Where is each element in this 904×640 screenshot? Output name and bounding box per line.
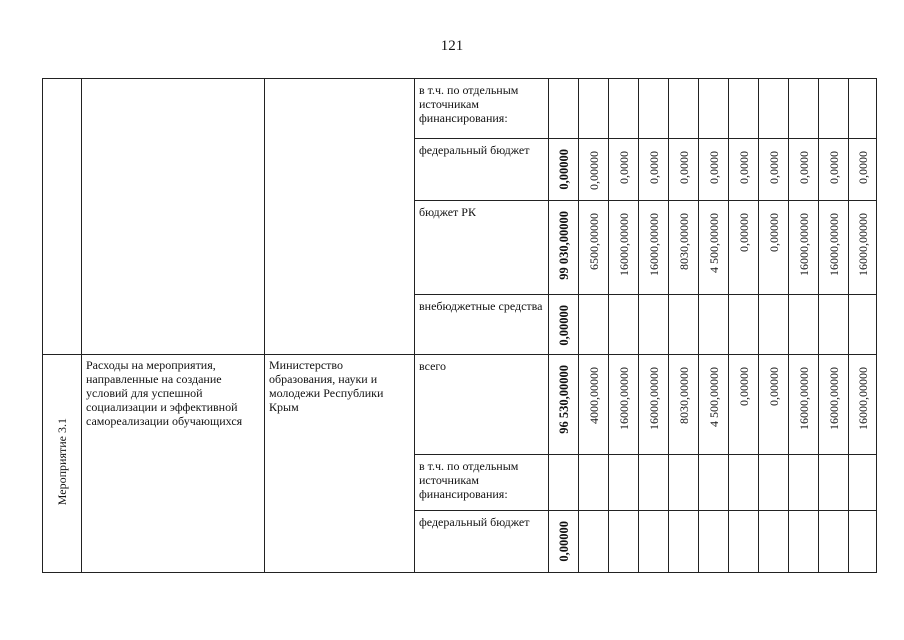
year-value: 0,00000 <box>586 151 601 190</box>
funding-source-label: всего <box>419 359 447 373</box>
value-cell <box>609 511 639 573</box>
total-value: 0,00000 <box>556 521 571 562</box>
value-cell <box>639 511 669 573</box>
value-cell <box>729 511 759 573</box>
value-cell <box>849 139 877 201</box>
year-value: 0,0000 <box>826 151 841 184</box>
value-cell <box>789 455 819 511</box>
value-cell <box>789 355 819 455</box>
value-cell <box>669 79 699 139</box>
total-value: 0,00000 <box>556 305 571 346</box>
value-cell <box>579 455 609 511</box>
value-cell <box>729 201 759 295</box>
funding-source-label: федеральный бюджет <box>419 515 530 529</box>
value-cell <box>849 355 877 455</box>
year-value: 0,00000 <box>766 213 781 252</box>
year-value: 0,0000 <box>766 151 781 184</box>
value-cell <box>609 139 639 201</box>
value-cell <box>819 139 849 201</box>
total-cell <box>549 355 579 455</box>
value-cell <box>609 79 639 139</box>
value-cell <box>729 79 759 139</box>
year-value: 8030,00000 <box>676 367 691 424</box>
value-cell <box>759 355 789 455</box>
value-cell <box>699 355 729 455</box>
value-cell <box>789 139 819 201</box>
year-value: 4 500,00000 <box>706 367 721 427</box>
table-row <box>43 79 877 139</box>
funding-source-label: в т.ч. по отдельным источникам финансирования: <box>419 83 519 125</box>
value-cell <box>579 295 609 355</box>
value-cell <box>729 139 759 201</box>
year-value: 4 500,00000 <box>706 213 721 273</box>
value-cell <box>699 511 729 573</box>
value-cell <box>669 355 699 455</box>
value-cell <box>819 295 849 355</box>
value-cell <box>609 201 639 295</box>
year-value: 0,0000 <box>616 151 631 184</box>
year-value: 8030,00000 <box>676 213 691 270</box>
year-value: 0,0000 <box>796 151 811 184</box>
total-value: 0,00000 <box>556 149 571 190</box>
year-value: 16000,00000 <box>646 213 661 276</box>
value-cell <box>669 511 699 573</box>
funding-source-cell <box>415 201 549 295</box>
total-cell <box>549 201 579 295</box>
value-cell <box>579 355 609 455</box>
year-value: 6500,00000 <box>586 213 601 270</box>
value-cell <box>849 295 877 355</box>
value-cell <box>849 79 877 139</box>
value-cell <box>639 79 669 139</box>
executor-cell-continued <box>265 79 415 355</box>
year-value: 0,0000 <box>706 151 721 184</box>
value-cell <box>849 455 877 511</box>
value-cell <box>729 295 759 355</box>
value-cell <box>639 295 669 355</box>
value-cell <box>759 201 789 295</box>
value-cell <box>639 201 669 295</box>
total-cell <box>549 455 579 511</box>
funding-source-cell <box>415 79 549 139</box>
value-cell <box>699 139 729 201</box>
year-value: 16000,00000 <box>616 367 631 430</box>
value-cell <box>729 455 759 511</box>
total-value: 96 530,00000 <box>556 365 571 434</box>
total-cell <box>549 295 579 355</box>
row-label-cell-continued <box>43 79 82 355</box>
value-cell <box>759 79 789 139</box>
value-cell <box>609 355 639 455</box>
value-cell <box>639 355 669 455</box>
total-cell <box>549 79 579 139</box>
event-description-cell-continued <box>82 79 265 355</box>
year-value: 16000,00000 <box>646 367 661 430</box>
value-cell <box>759 139 789 201</box>
year-value: 4000,00000 <box>586 367 601 424</box>
year-value: 0,00000 <box>766 367 781 406</box>
total-cell <box>549 139 579 201</box>
year-value: 16000,00000 <box>826 367 841 430</box>
value-cell <box>669 455 699 511</box>
budget-table <box>42 78 877 573</box>
funding-source-label: в т.ч. по отдельным источникам финансирования: <box>419 459 519 501</box>
table-row <box>43 355 877 455</box>
value-cell <box>699 79 729 139</box>
value-cell <box>789 201 819 295</box>
year-value: 16000,00000 <box>616 213 631 276</box>
value-cell <box>819 201 849 295</box>
value-cell <box>579 139 609 201</box>
year-value: 0,00000 <box>736 367 751 406</box>
value-cell <box>579 201 609 295</box>
funding-source-cell <box>415 355 549 455</box>
value-cell <box>759 295 789 355</box>
year-value: 0,0000 <box>855 151 870 184</box>
row-label-cell <box>43 355 82 573</box>
value-cell <box>609 455 639 511</box>
value-cell <box>579 79 609 139</box>
page-number: 121 <box>440 38 464 54</box>
funding-source-cell <box>415 511 549 573</box>
year-value: 16000,00000 <box>826 213 841 276</box>
year-value: 16000,00000 <box>796 213 811 276</box>
value-cell <box>849 201 877 295</box>
year-value: 0,00000 <box>736 213 751 252</box>
value-cell <box>669 201 699 295</box>
value-cell <box>849 511 877 573</box>
year-value: 0,0000 <box>646 151 661 184</box>
value-cell <box>699 295 729 355</box>
value-cell <box>819 455 849 511</box>
year-value: 16000,00000 <box>855 213 870 276</box>
funding-source-label: бюджет РК <box>419 205 476 219</box>
value-cell <box>789 295 819 355</box>
year-value: 0,0000 <box>736 151 751 184</box>
funding-source-cell <box>415 455 549 511</box>
value-cell <box>579 511 609 573</box>
value-cell <box>699 455 729 511</box>
value-cell <box>789 511 819 573</box>
value-cell <box>819 511 849 573</box>
funding-source-cell <box>415 295 549 355</box>
value-cell <box>759 455 789 511</box>
year-value: 16000,00000 <box>855 367 870 430</box>
funding-source-cell <box>415 139 549 201</box>
value-cell <box>639 455 669 511</box>
executor: Министерство образования, науки и молодежи Республики Крым <box>269 358 384 414</box>
value-cell <box>609 295 639 355</box>
value-cell <box>639 139 669 201</box>
executor-cell <box>265 355 415 573</box>
value-cell <box>789 79 819 139</box>
value-cell <box>819 355 849 455</box>
value-cell <box>819 79 849 139</box>
event-description: Расходы на мероприятия, направленные на создание условий для успешной социализации и эффективной самореализации обучающихся <box>86 358 243 428</box>
funding-source-label: внебюджетные средства <box>419 299 543 313</box>
event-description-cell <box>82 355 265 573</box>
total-cell <box>549 511 579 573</box>
value-cell <box>759 511 789 573</box>
total-value: 99 030,00000 <box>556 211 571 280</box>
value-cell <box>669 139 699 201</box>
value-cell <box>699 201 729 295</box>
funding-source-label: федеральный бюджет <box>419 143 530 157</box>
value-cell <box>669 295 699 355</box>
value-cell <box>729 355 759 455</box>
row-label: Мероприятие 3.1 <box>55 418 69 506</box>
year-value: 0,0000 <box>676 151 691 184</box>
year-value: 16000,00000 <box>796 367 811 430</box>
